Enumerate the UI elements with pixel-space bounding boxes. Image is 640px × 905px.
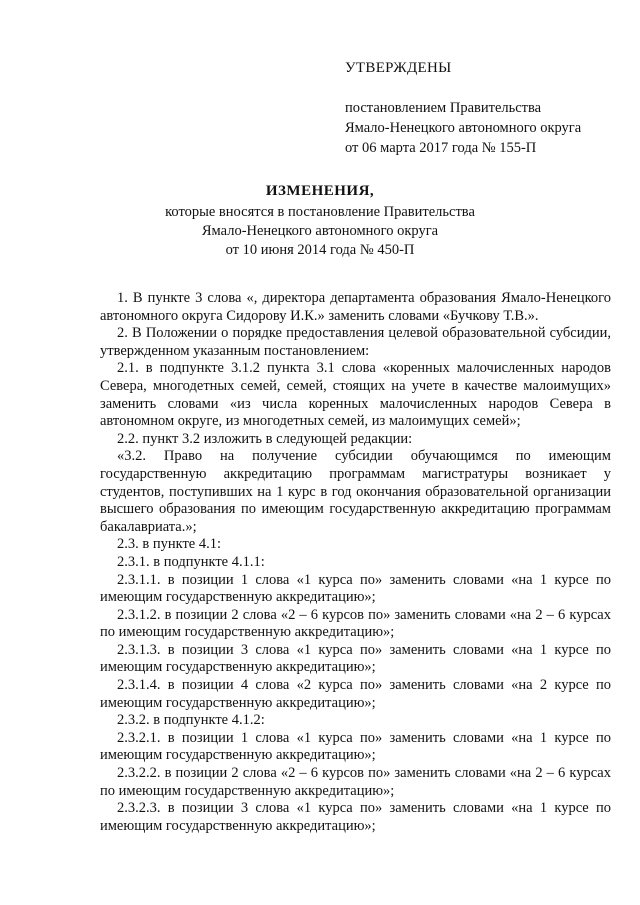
paragraph-item-2-3-1: 2.3.1. в подпункте 4.1.1: [117,553,265,570]
decree-line: от 06 марта 2017 года № 155-П [345,140,537,156]
paragraph-item-2-3-1-3: 2.3.1.3. в позиции 3 слова «1 курса по» заменить словами «на 1 курсе по имеющим государственную аккредитацию»; [100,641,611,676]
paragraph-item-2-3-2-2: 2.3.2.2. в позиции 2 слова «2 – 6 курсов по» заменить словами «на 2 – 6 курсах по имеющим государственную аккредитацию»; [100,765,611,799]
paragraph-item-1: 1. В пункте 3 слова «, директора департамента образования Ямало-Ненецкого автономного округа Сидорову И.К.» заменить словами «Бучкову Т.В.». [100,290,611,324]
subtitle-line: от 10 июня 2014 года № 450-П [225,242,415,258]
subtitle-line: которые вносятся в постановление Правительства [165,204,475,220]
paragraph-item-2-3-1-2: 2.3.1.2. в позиции 2 слова «2 – 6 курсов по» заменить словами «на 2 – 6 курсах по имеющим государственную аккредитацию»; [100,606,611,641]
paragraph-item-2-3: 2.3. в пункте 4.1: [117,536,222,553]
subtitle-line: Ямало-Ненецкого автономного округа [201,223,439,239]
paragraph-item-2-3-1-1: 2.3.1.1. в позиции 1 слова «1 курса по» заменить словами «на 1 курсе по имеющим государственную аккредитацию»; [100,571,611,606]
approving-decree [345,98,581,158]
document-title: ИЗМЕНЕНИЯ, [265,183,375,199]
decree-line: Ямало-Ненецкого автономного округа [345,120,582,136]
paragraph-item-2-1: 2.1. в подпункте 3.1.2 пункта 3.1 слова «коренных малочисленных народов Севера, многодетных семей, семей, стоящих на учете в качестве малоимущих» заменить словами «из числа коренных малочисленных народов Севера в автономном округе, из многодетных семей, из малоимущих семей»; [100,360,611,430]
paragraph-item-2-3-2-3: 2.3.2.3. в позиции 3 слова «1 курса по» заменить словами «на 1 курсе по имеющим государственную аккредитацию»; [100,800,611,834]
approved-heading: УТВЕРЖДЕНЫ [345,60,452,76]
paragraph-quoted-3-2: «3.2. Право на получение субсидии обучающимся по имеющим государственную аккредитацию программам магистратуры возникает у студентов, поступивших на 1 курс в год окончания образовательной организации высшего образования по имеющим государственную аккредитацию программам бакалавриата.»; [100,448,611,535]
document-subtitle [0,203,640,260]
paragraph-item-2-3-2-1: 2.3.2.1. в позиции 1 слова «1 курса по» заменить словами «на 1 курсе по имеющим государственную аккредитацию»; [100,729,611,764]
paragraph-item-2: 2. В Положении о порядке предоставления целевой образовательной субсидии, утвержденном указанным постановлением: [100,325,611,359]
paragraph-item-2-3-1-4: 2.3.1.4. в позиции 4 слова «2 курса по» заменить словами «на 2 курсе по имеющим государственную аккредитацию»; [100,677,611,711]
paragraph-item-2-2: 2.2. пункт 3.2 изложить в следующей редакции: [117,430,413,447]
decree-line: постановлением Правительства [345,100,542,116]
document-body [100,290,611,835]
paragraph-item-2-3-2: 2.3.2. в подпункте 4.1.2: [117,712,265,729]
